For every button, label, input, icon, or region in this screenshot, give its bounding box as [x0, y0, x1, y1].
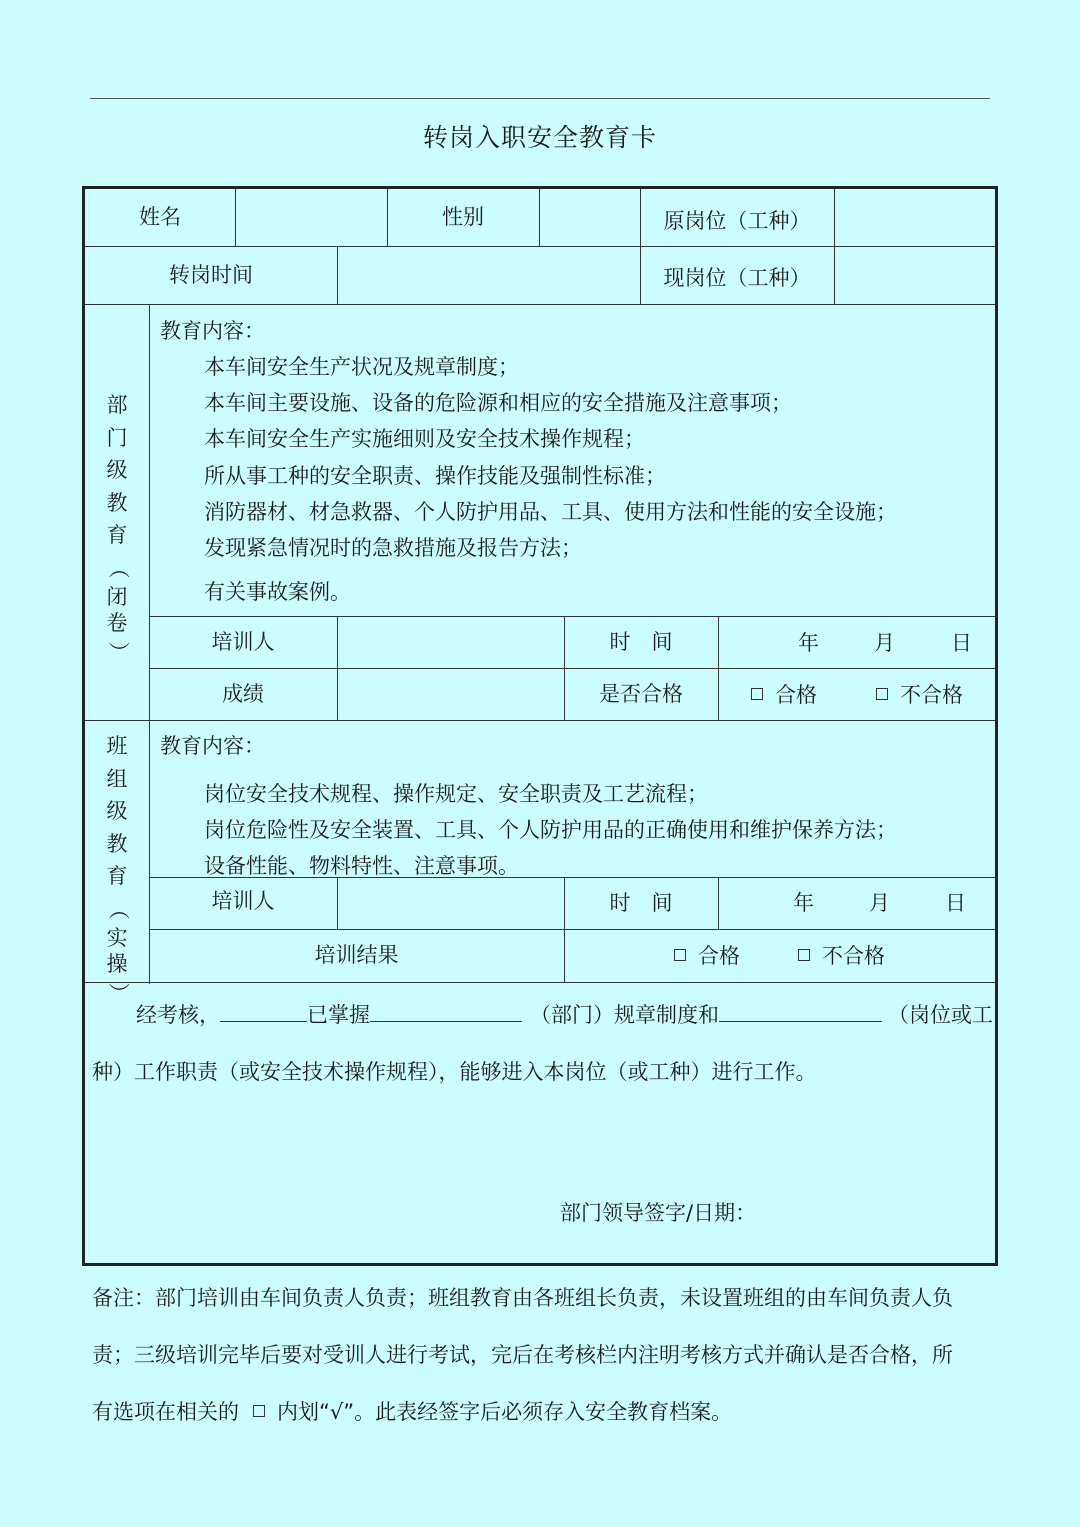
assessment-line-2: 种）工作职责（或安全技术操作规程），能够进入本岗位（或工种）进行工作。	[92, 1060, 817, 1084]
checkbox-icon[interactable]	[798, 949, 810, 961]
dept-side-char: 教	[106, 490, 128, 515]
dept-side-char: 闭	[106, 584, 128, 609]
dept-time-label: 时 间	[609, 630, 673, 654]
gender-label: 性别	[442, 205, 484, 229]
dept-side-char: 卷	[106, 610, 128, 635]
dept-date-field[interactable]	[718, 627, 995, 657]
dept-pass-option[interactable]	[751, 679, 817, 709]
dept-content	[160, 304, 990, 616]
team-side-paren: （	[106, 898, 130, 919]
dept-trainer-field[interactable]	[337, 616, 564, 668]
dept-score-field[interactable]	[337, 668, 564, 720]
team-pass-option[interactable]	[674, 940, 740, 970]
team-content	[160, 720, 990, 877]
dept-content-item: 消防器材、材急救器、个人防护用品、工具、使用方法和性能的安全设施；	[204, 500, 897, 524]
team-year: 年	[793, 891, 814, 915]
team-date-field[interactable]	[718, 887, 995, 917]
name-field[interactable]	[235, 189, 387, 246]
team-trainer-label: 培训人	[211, 889, 275, 913]
current-post-label: 现岗位（工种）	[663, 265, 811, 290]
team-content-item: 设备性能、物料特性、注意事项。	[204, 854, 519, 878]
dept-content-item: 本车间安全生产状况及规章制度；	[204, 355, 519, 379]
dept-side-char: 门	[106, 425, 128, 450]
dept-fail-label: 不合格	[900, 683, 963, 707]
team-day: 日	[945, 891, 966, 915]
team-content-lead: 教育内容：	[160, 734, 265, 758]
education-card	[82, 186, 998, 1266]
grid-line	[85, 982, 995, 983]
assessment-text: 经考核，	[136, 1003, 220, 1027]
team-side-char: 级	[106, 799, 128, 823]
dept-trainer-label: 培训人	[211, 630, 275, 654]
dept-side-char: 级	[106, 458, 128, 482]
team-side-char: 实	[106, 925, 128, 950]
checkbox-icon[interactable]	[876, 688, 888, 700]
remarks-line-2: 责；三级培训完毕后要对受训人进行考试，完后在考核栏内注明考核方式并确认是否合格，所	[92, 1343, 953, 1367]
assessment-text: （岗位或工	[888, 1003, 993, 1027]
dept-side-label	[85, 389, 149, 668]
team-side-paren: ）	[106, 982, 130, 1003]
team-time-label: 时 间	[609, 891, 673, 915]
assessment-text: 已掌握	[307, 1003, 370, 1027]
transfer-time-label: 转岗时间	[169, 263, 253, 287]
dept-content-lead: 教育内容：	[160, 319, 265, 343]
dept-pass-label: 合格	[775, 683, 817, 707]
remarks-text: 有选项在相关的	[92, 1400, 239, 1424]
name-label: 姓名	[139, 205, 181, 229]
assessment-line-1	[136, 999, 993, 1029]
original-post-field[interactable]	[834, 189, 995, 246]
checkbox-icon[interactable]	[674, 949, 686, 961]
blank-field[interactable]	[719, 999, 882, 1022]
team-side-char: 操	[106, 951, 128, 976]
team-side-label	[85, 730, 149, 1009]
team-result-label: 培训结果	[314, 943, 399, 967]
dept-side-paren: （	[106, 557, 130, 578]
blank-field[interactable]	[220, 999, 307, 1022]
checkbox-icon[interactable]	[751, 688, 763, 700]
dept-content-item: 本车间主要设施、设备的危险源和相应的安全措施及注意事项；	[204, 391, 792, 415]
current-post-field[interactable]	[834, 246, 995, 304]
remarks-line-3	[92, 1396, 732, 1426]
dept-fail-option[interactable]	[876, 679, 963, 709]
blank-field[interactable]	[370, 999, 522, 1022]
dept-side-paren: ）	[106, 641, 130, 662]
team-side-char: 教	[106, 831, 128, 856]
transfer-time-field[interactable]	[337, 246, 640, 304]
dept-score-label: 成绩	[222, 682, 264, 706]
dept-side-char: 部	[106, 393, 128, 417]
checkbox-icon	[253, 1405, 265, 1417]
team-month: 月	[869, 891, 890, 915]
team-fail-option[interactable]	[798, 940, 885, 970]
team-side-char: 育	[106, 864, 128, 888]
dept-content-item: 所从事工种的安全职责、操作技能及强制性标准；	[204, 464, 666, 488]
team-side-char: 班	[106, 734, 128, 758]
top-rule	[90, 98, 990, 99]
dept-month: 月	[874, 631, 895, 655]
team-fail-label: 不合格	[822, 944, 885, 968]
dept-year: 年	[798, 631, 819, 655]
team-side-char: 组	[106, 766, 128, 791]
signature-label: 部门领导签字/日期：	[560, 1201, 757, 1225]
dept-content-item: 发现紧急情况时的急救措施及报告方法；	[204, 536, 582, 560]
dept-side-char: 育	[106, 523, 128, 547]
remarks-line-1: 备注：部门培训由车间负责人负责；班组教育由各班组长负责，未设置班组的由车间负责人负	[92, 1286, 953, 1310]
team-trainer-field[interactable]	[337, 877, 564, 929]
original-post-label: 原岗位（工种）	[663, 208, 811, 233]
page-title: 转岗入职安全教育卡	[422, 123, 657, 152]
dept-day: 日	[951, 631, 972, 655]
dept-pass-question: 是否合格	[599, 682, 683, 706]
remarks-text: 内划“√”。此表经签字后必须存入安全教育档案。	[277, 1400, 733, 1424]
team-pass-label: 合格	[698, 944, 740, 968]
dept-content-item: 本车间安全生产实施细则及安全技术操作规程；	[204, 427, 645, 451]
dept-content-item: 有关事故案例。	[204, 580, 351, 604]
team-content-item: 岗位安全技术规程、操作规定、安全职责及工艺流程；	[204, 782, 708, 806]
assessment-text: （部门）规章制度和	[530, 1003, 719, 1027]
gender-field[interactable]	[539, 189, 640, 246]
team-content-item: 岗位危险性及安全装置、工具、个人防护用品的正确使用和维护保养方法；	[204, 818, 897, 842]
